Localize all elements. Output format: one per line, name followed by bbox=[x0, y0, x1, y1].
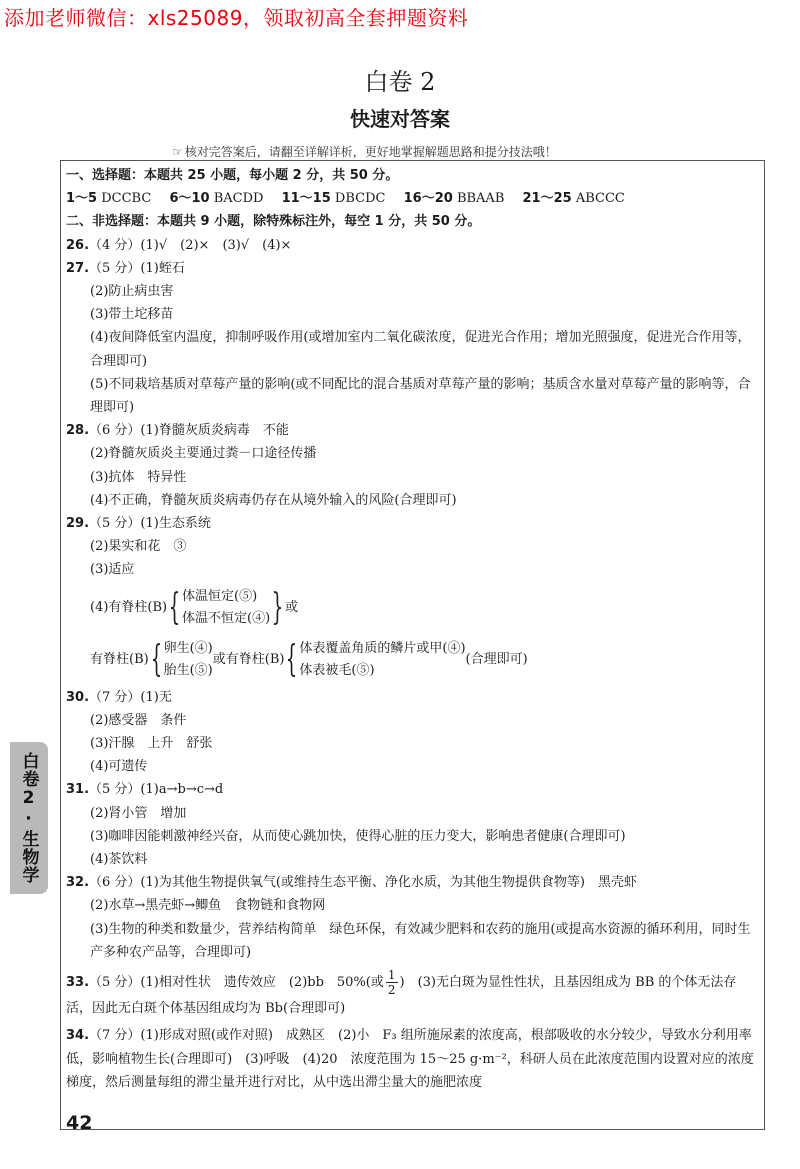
question-33 bbox=[66, 968, 756, 1020]
answer-text: 体表被毛(⑤) bbox=[299, 662, 375, 678]
answer-text: 体温不恒定(④) bbox=[182, 610, 271, 626]
classification-brace-1: (4)有脊柱(B) { 体温恒定(⑤) 体温不恒定(④) } 或 bbox=[90, 586, 299, 628]
answer-line: (4)茶饮料 bbox=[90, 852, 148, 868]
side-tab-label: 白卷2·生物学 bbox=[18, 752, 39, 884]
question-number: 30. bbox=[66, 689, 90, 705]
answer-text: （5 分）(1)a→b→c→d bbox=[89, 782, 224, 798]
answer-text: ) (3)无白斑为显性性状，且基因组成为 BB 的个体无法存活，因此无白斑个体基因组成均为 Bb(合理即可) bbox=[66, 975, 737, 1017]
answer-text: 胎生(⑤) bbox=[163, 662, 213, 678]
question-number: 28. bbox=[66, 423, 90, 439]
answer-text: 或有脊柱(B) bbox=[212, 652, 285, 668]
choice-answer: ABCCC bbox=[575, 191, 625, 207]
answer-line: (5)不同栽培基质对草莓产量的影响(或不同配比的混合基质对草莓产量的影响；基质含水量对草莓产量的影响等，合理即可) bbox=[90, 376, 751, 416]
choice-range: 21～25 bbox=[522, 191, 572, 207]
question-30 bbox=[66, 686, 756, 709]
answer-text: (合理即可) bbox=[465, 652, 528, 668]
question-number: 29. bbox=[66, 516, 90, 532]
answer-line: (3)汗腺 上升 舒张 bbox=[90, 736, 213, 752]
choice-answer: BBAAB bbox=[456, 191, 505, 207]
answer-line: (2)感受器 条件 bbox=[90, 712, 187, 728]
answer-line: (4)可遗传 bbox=[90, 759, 148, 775]
question-32 bbox=[66, 871, 756, 894]
tip-text: 核对完答案后，请翻至详解详析，更好地掌握解题思路和提分技法哦！ bbox=[184, 145, 557, 159]
answer-text: （6 分）(1)为其他生物提供氧气(或维持生态平衡、净化水质，为其他生物提供食物等) 黑壳虾 bbox=[89, 875, 637, 891]
page-subtitle: 快速对答案 bbox=[350, 107, 450, 131]
fraction-numerator: 1 bbox=[387, 968, 396, 983]
answer-line: (2)脊髓灰质炎主要通过粪－口途径传播 bbox=[90, 446, 317, 462]
choice-range: 11～15 bbox=[281, 191, 331, 207]
answer-line: (3)抗体 特异性 bbox=[90, 469, 187, 485]
watermark-text: 添加老师微信：xls25089，领取初高全套押题资料 bbox=[4, 6, 469, 30]
classification-brace-2: 有脊柱(B) { 卵生(④) 胎生(⑤) 或有脊柱(B) { 体表覆盖角质的鳞片或甲(④) 体表被毛(⑤) (合理即可) bbox=[90, 638, 528, 680]
answer-line: (3)带土坨移苗 bbox=[90, 307, 174, 323]
answer-content bbox=[66, 164, 756, 1094]
choice-range: 1～5 bbox=[66, 191, 98, 207]
answer-line: (3)生物的种类和数量少，营养结构简单 绿色环保，有效减少肥料和农药的施用(或提高水资源的循环利用，同时生产多种农产品等，合理即可) bbox=[90, 921, 751, 960]
section2-heading: 二、非选择题：本题共 9 小题，除特殊标注外，每空 1 分，共 50 分。 bbox=[66, 214, 481, 230]
answer-line: (3)咖啡因能刺激神经兴奋，从而使心跳加快，使得心脏的压力变大，影响患者健康(合理即可) bbox=[90, 828, 626, 844]
section1-heading: 一、选择题：本题共 25 小题，每小题 2 分，共 50 分。 bbox=[66, 168, 399, 183]
question-34 bbox=[66, 1024, 756, 1094]
question-number: 27. bbox=[66, 260, 90, 276]
question-31 bbox=[66, 778, 756, 801]
question-number: 26. bbox=[66, 237, 90, 253]
question-number: 33. bbox=[66, 975, 90, 991]
page-number: 42 bbox=[66, 1112, 93, 1134]
side-tab bbox=[10, 742, 48, 894]
answer-line: (2)肾小管 增加 bbox=[90, 805, 187, 821]
answer-text: (4)有脊柱(B) bbox=[90, 600, 168, 616]
question-29 bbox=[66, 512, 756, 535]
answer-text: 或 bbox=[285, 600, 299, 616]
choice-range: 16～20 bbox=[403, 191, 453, 207]
answer-text: （6 分）(1)脊髓灰质炎病毒 不能 bbox=[89, 423, 289, 439]
tip-line bbox=[172, 143, 557, 160]
question-number: 32. bbox=[66, 875, 90, 891]
answer-line: (2)果实和花 ③ bbox=[90, 539, 187, 555]
fraction-denominator: 2 bbox=[387, 983, 396, 998]
answer-text: （5 分）(1)相对性状 遗传效应 (2)bb 50%(或 bbox=[89, 975, 384, 991]
page-title: 白卷 2 bbox=[364, 68, 436, 96]
question-number: 31. bbox=[66, 782, 90, 798]
answer-text: （7 分）(1)无 bbox=[89, 689, 172, 705]
choice-answer: DCCBC bbox=[101, 191, 152, 207]
answer-text: 体表覆盖角质的鳞片或甲(④) bbox=[299, 640, 466, 656]
question-26 bbox=[66, 234, 756, 257]
answer-line: (3)适应 bbox=[90, 562, 135, 578]
answer-line: (4)不正确，脊髓灰质炎病毒仍存在从境外输入的风险(合理即可) bbox=[90, 492, 457, 508]
choice-answer: BACDD bbox=[213, 191, 264, 207]
answer-text: 卵生(④) bbox=[163, 640, 213, 656]
answer-text: （7 分）(1)形成对照(或作对照) 成熟区 (2)小 F₃ 组所施尿素的浓度高，根部吸收的水分较少，导致水分利用率低，影响植物生长(合理即可) (3)呼吸 (4)20 浓度范围为 15～25 g·m⁻²，科研人员在此浓度范围内设置对应的浓度梯度，然后测量每组的滞尘量并进行对比，从中选出滞尘量大的施肥浓度 bbox=[66, 1028, 754, 1090]
answer-line: (2)防止病虫害 bbox=[90, 284, 174, 300]
pointing-hand-icon: ☞ bbox=[172, 145, 183, 159]
answer-text: 有脊柱(B) bbox=[90, 652, 149, 668]
question-27 bbox=[66, 257, 756, 280]
choice-answers bbox=[66, 187, 756, 210]
question-28 bbox=[66, 419, 756, 442]
fraction-one-half bbox=[386, 968, 398, 997]
answer-text: 体温恒定(⑤) bbox=[182, 588, 258, 604]
choice-range: 6～10 bbox=[169, 191, 210, 207]
answer-text: （5 分）(1)蛭石 bbox=[89, 260, 185, 276]
answer-line: (4)夜间降低室内温度，抑制呼吸作用(或增加室内二氧化碳浓度，促进光合作用；增加光照强度，促进光合作用等，合理即可) bbox=[90, 330, 751, 369]
answer-line: (2)水草→黑壳虾→鲫鱼 食物链和食物网 bbox=[90, 898, 326, 914]
choice-answer: DBCDC bbox=[334, 191, 386, 207]
answer-text: （5 分）(1)生态系统 bbox=[89, 516, 211, 532]
question-number: 34. bbox=[66, 1028, 90, 1044]
answer-text: （4 分）(1)√ (2)× (3)√ (4)× bbox=[89, 237, 292, 253]
